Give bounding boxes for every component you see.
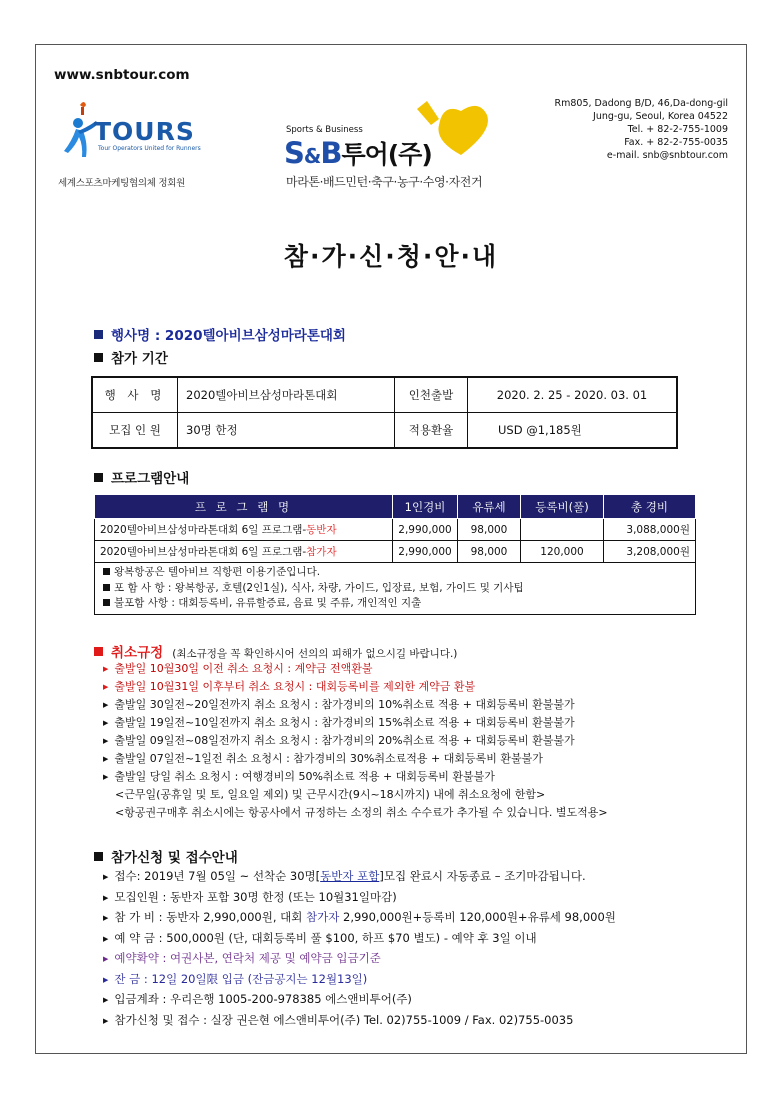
tours-logo-text: TOURS [94, 117, 195, 146]
triangle-bullet-icon: ▶ [103, 773, 109, 781]
table-cell: 3,088,000원 [604, 519, 696, 541]
event-info-table [91, 376, 678, 449]
page-title: 참·가·신·청·안·내 [283, 242, 499, 271]
table-cell: 120,000 [521, 541, 604, 563]
triangle-bullet-icon: ▶ [103, 975, 109, 984]
list-item: ▶ 접수: 2019년 7월 05일 ~ 선착순 30명[동반자 포함]모집 완료시 자동종료 – 조기마감됩니다. [103, 867, 616, 888]
company-address [555, 97, 728, 162]
table-cell: 98,000 [458, 541, 521, 563]
tours-logo [58, 97, 228, 157]
list-item: ▶ 출발일 10월30일 이전 취소 요청시 : 계약금 전액환불 [103, 660, 608, 678]
sb-tagline: 마라톤·배드민턴·축구·농구·수영·자전거 [286, 175, 483, 189]
cancel-heading: 취소규정 (최소규정을 꼭 확인하시어 선의의 피해가 없으시길 바랍니다.) [94, 641, 457, 661]
tours-caption: 세계스포츠마케팅협의체 정회원 [58, 178, 185, 189]
square-bullet-icon [103, 584, 110, 591]
sb-brand [284, 135, 432, 171]
triangle-bullet-icon: ▶ [103, 873, 109, 881]
list-item: ▶ 예 약 금 : 500,000원 (단, 대회등록비 풀 $100, 하프 $70 별도) - 예약 후 3일 이내 [103, 929, 616, 950]
program-table [94, 494, 696, 615]
triangle-bullet-icon: ▶ [103, 934, 109, 943]
table-cell: 2020텔아비브삼성마라톤대회 6일 프로그램-동반자 [95, 519, 393, 541]
document-page [35, 44, 747, 1054]
square-bullet-icon [94, 473, 103, 482]
table-cell: 2,990,000 [393, 541, 458, 563]
program-heading: 프로그램안내 [94, 467, 189, 487]
column-header: 1인경비 [393, 495, 458, 519]
table-cell: 2020텔아비브삼성마라톤대회 [178, 377, 395, 413]
table-row [95, 541, 696, 563]
note-item: 불포함 사항 : 대회등록비, 유류할증료, 음료 및 주류, 개인적인 지출 [103, 596, 687, 612]
list-item: ▶ 출발일 09일전~08일전까지 취소 요청시 : 참가경비의 20%취소료 적용 + 대회등록비 환불불가 [103, 732, 608, 750]
table-cell: 2,990,000 [393, 519, 458, 541]
triangle-bullet-icon: ▶ [103, 1016, 109, 1025]
sb-b: B [320, 136, 342, 170]
column-header: 프 로 그 램 명 [95, 495, 393, 519]
table-cell: 3,208,000원 [604, 541, 696, 563]
column-header: 총 경비 [604, 495, 696, 519]
website-url[interactable]: www.snbtour.com [54, 67, 190, 83]
triangle-bullet-icon: ▶ [103, 719, 109, 727]
address-line: e-mail. snb@snbtour.com [606, 150, 728, 161]
table-cell: 98,000 [458, 519, 521, 541]
note-item: 포 함 사 항 : 왕복항공, 호텔(2인1실), 식사, 차량, 가이드, 입장료, 보험, 가이드 및 기사팁 [103, 581, 687, 597]
square-bullet-icon [103, 568, 110, 575]
sb-s: S [284, 136, 304, 170]
triangle-bullet-icon: ▶ [103, 701, 109, 709]
square-bullet-icon [94, 353, 103, 362]
table-notes-row [95, 563, 696, 615]
table-row [92, 377, 677, 413]
list-item: ▶ 입금계좌 : 우리은행 1005-200-978385 에스앤비투어(주) [103, 990, 616, 1011]
table-cell: 2020텔아비브삼성마라톤대회 6일 프로그램-참가자 [95, 541, 393, 563]
list-item: ▶ 예약확약 : 여권사본, 연락처 제공 및 예약금 입금기준 [103, 949, 616, 970]
column-header: 등록비(풀) [521, 495, 604, 519]
triangle-bullet-icon: ▶ [103, 955, 109, 963]
triangle-bullet-icon: ▶ [103, 665, 109, 673]
table-row [95, 519, 696, 541]
list-item: ▶ 참 가 비 : 동반자 2,990,000원, 대회 참가자 2,990,000원+등록비 120,000원+유류세 98,000원 [103, 908, 616, 929]
table-row [92, 413, 677, 449]
square-bullet-icon [94, 852, 103, 861]
sb-small-text: Sports & Business [286, 125, 363, 135]
table-cell: 모집 인 원 [92, 413, 178, 449]
square-bullet-icon [94, 330, 103, 339]
tours-logo-sub: Tour Operators United for Runners [98, 145, 201, 152]
registration-list [103, 867, 616, 1031]
square-bullet-icon [94, 647, 103, 656]
address-line: Tel. + 82-2-755-1009 [627, 124, 728, 135]
triangle-bullet-icon: ▶ [103, 893, 109, 902]
triangle-bullet-icon: ▶ [103, 996, 109, 1004]
list-item: ▶ 모집인원 : 동반자 포함 30명 한정 (또는 10월31일마감) [103, 888, 616, 909]
note-item: 왕복항공은 텔아비브 직항편 이용기준입니다. [103, 565, 687, 581]
sb-kr: 투어(주) [341, 140, 432, 169]
event-heading: 행사명 : 2020텔아비브삼성마라톤대회 [94, 324, 346, 344]
list-item: ▶ 잔 금 : 12일 20일限 입금 (잔금공지는 12월13일) [103, 970, 616, 991]
list-item: ▶ 참가신청 및 접수 : 실장 권은현 에스앤비투어(주) Tel. 02)755-1009 / Fax. 02)755-0035 [103, 1011, 616, 1032]
triangle-bullet-icon: ▶ [103, 737, 109, 745]
period-heading: 참가 기간 [94, 347, 168, 367]
table-cell: USD @1,185원 [468, 413, 678, 449]
triangle-bullet-icon: ▶ [103, 914, 109, 922]
address-line: Rm805, Dadong B/D, 46,Da-dong-gil [554, 98, 728, 109]
table-cell [521, 519, 604, 541]
list-item: ▶ 출발일 당일 취소 요청시 : 여행경비의 50%취소료 적용 + 대회등록비 환불불가 [103, 768, 608, 786]
table-cell: 행 사 명 [92, 377, 178, 413]
triangle-bullet-icon: ▶ [103, 755, 109, 763]
table-cell: 2020. 2. 25 - 2020. 03. 01 [468, 377, 678, 413]
column-header: 유류세 [458, 495, 521, 519]
address-line: Fax. + 82-2-755-0035 [624, 137, 728, 148]
sb-amp: & [303, 144, 321, 168]
list-item: ▶ 출발일 10월31일 이후부터 취소 요청시 : 대회등록비를 제외한 계약금 환불 [103, 678, 608, 696]
triangle-bullet-icon: ▶ [103, 683, 109, 691]
cancel-note: <항공권구매후 취소시에는 항공사에서 규정하는 소정의 취소 수수료가 추가될 수 있습니다. 별도적용> [115, 806, 608, 819]
table-cell: 30명 한정 [178, 413, 395, 449]
table-cell: 인천출발 [395, 377, 468, 413]
table-notes [95, 563, 696, 615]
square-bullet-icon [103, 599, 110, 606]
list-item: ▶ 출발일 19일전~10일전까지 취소 요청시 : 참가경비의 15%취소료 적용 + 대회등록비 환불불가 [103, 714, 608, 732]
table-cell: 적용환율 [395, 413, 468, 449]
table-header-row [95, 495, 696, 519]
registration-heading: 참가신청 및 접수안내 [94, 846, 238, 866]
list-item: ▶ 출발일 30일전~20일전까지 취소 요청시 : 참가경비의 10%취소료 적용 + 대회등록비 환불불가 [103, 696, 608, 714]
cancel-list [103, 660, 608, 822]
address-line: Jung-gu, Seoul, Korea 04522 [593, 111, 728, 122]
cancel-note: <근무일(공휴일 및 토, 일요일 제외) 및 근무시간(9시~18시까지) 내에 취소요청에 한함> [115, 788, 546, 801]
list-item: ▶ 출발일 07일전~1일전 취소 요청시 : 참가경비의 30%취소료적용 + 대회등록비 환불불가 [103, 750, 608, 768]
